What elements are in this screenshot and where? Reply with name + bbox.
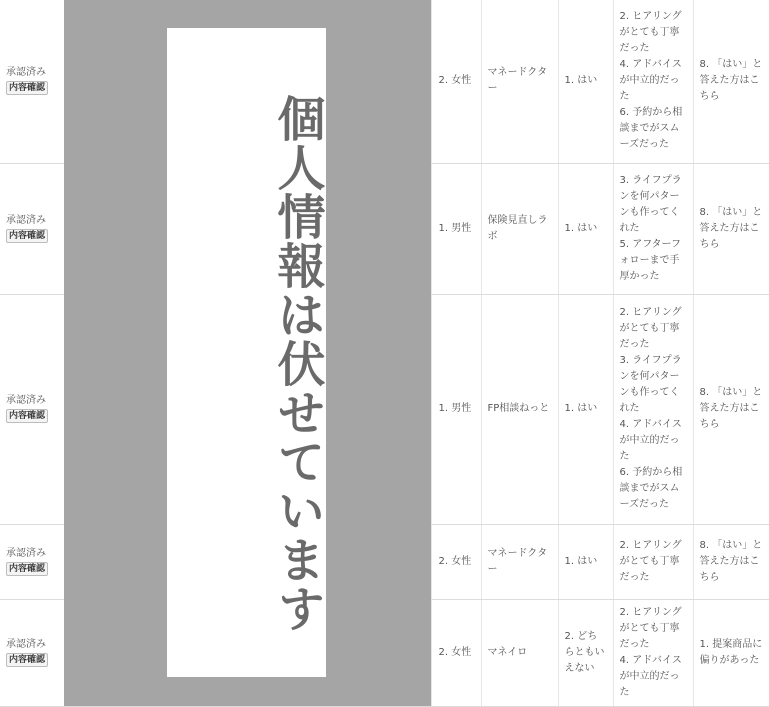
privacy-mask-text — [167, 58, 326, 668]
satisfied-cell: 1. はい — [558, 294, 613, 524]
q8-cell: 1. 提案商品に偏りがあった — [693, 599, 769, 706]
good-points-cell: 3. ライフプランを何パターンも作ってくれた 5. アフターフォローまで手厚かった — [613, 163, 693, 294]
company-cell: FP相談ねっと — [481, 294, 558, 524]
good-points-cell: 2. ヒアリングがとても丁寧だった 4. アドバイスが中立的だった 6. 予約から相談までがスムーズだった — [613, 0, 693, 163]
status-cell — [0, 0, 64, 163]
detail-button[interactable]: 内容確認 — [6, 409, 48, 423]
status-cell — [0, 163, 64, 294]
q8-cell: 8. 「はい」と答えた方はこちら — [693, 0, 769, 163]
company-cell: マネイロ — [481, 599, 558, 706]
q8-cell: 8. 「はい」と答えた方はこちら — [693, 524, 769, 599]
gender-cell: 2. 女性 — [431, 0, 481, 163]
status-text: 承認済み — [6, 67, 46, 79]
satisfied-cell: 2. どちらともいえない — [558, 599, 613, 706]
good-points-cell: 2. ヒアリングがとても丁寧だった 4. アドバイスが中立的だった — [613, 599, 693, 706]
detail-button[interactable]: 内容確認 — [6, 81, 48, 95]
company-cell: マネードクター — [481, 524, 558, 599]
gender-cell: 1. 男性 — [431, 163, 481, 294]
company-cell: 保険見直しラボ — [481, 163, 558, 294]
privacy-mask-card — [167, 28, 326, 677]
status-text: 承認済み — [6, 395, 46, 406]
status-text: 承認済み — [6, 638, 46, 650]
gender-cell: 1. 男性 — [431, 294, 481, 524]
q8-cell: 8. 「はい」と答えた方はこちら — [693, 294, 769, 524]
status-text: 承認済み — [6, 547, 46, 559]
gender-cell: 2. 女性 — [431, 524, 481, 599]
good-points-cell: 2. ヒアリングがとても丁寧だった — [613, 524, 693, 599]
satisfied-cell: 1. はい — [558, 0, 613, 163]
good-points-cell: 2. ヒアリングがとても丁寧だった 3. ライフプランを何パターンも作ってくれた 4. アドバイスが中立的だった 6. 予約から相談までがスムーズだった — [613, 294, 693, 524]
status-cell — [0, 599, 64, 706]
satisfied-cell: 1. はい — [558, 524, 613, 599]
privacy-mask-label: 個人情報は伏せています — [269, 93, 325, 633]
status-cell — [0, 294, 64, 524]
detail-button[interactable]: 内容確認 — [6, 653, 48, 667]
satisfied-cell: 1. はい — [558, 163, 613, 294]
gender-cell: 2. 女性 — [431, 599, 481, 706]
detail-button[interactable]: 内容確認 — [6, 229, 48, 243]
status-cell — [0, 524, 64, 599]
q8-cell: 8. 「はい」と答えた方はこちら — [693, 163, 769, 294]
detail-button[interactable]: 内容確認 — [6, 562, 48, 576]
status-text: 承認済み — [6, 214, 46, 226]
company-cell: マネードクター — [481, 0, 558, 163]
